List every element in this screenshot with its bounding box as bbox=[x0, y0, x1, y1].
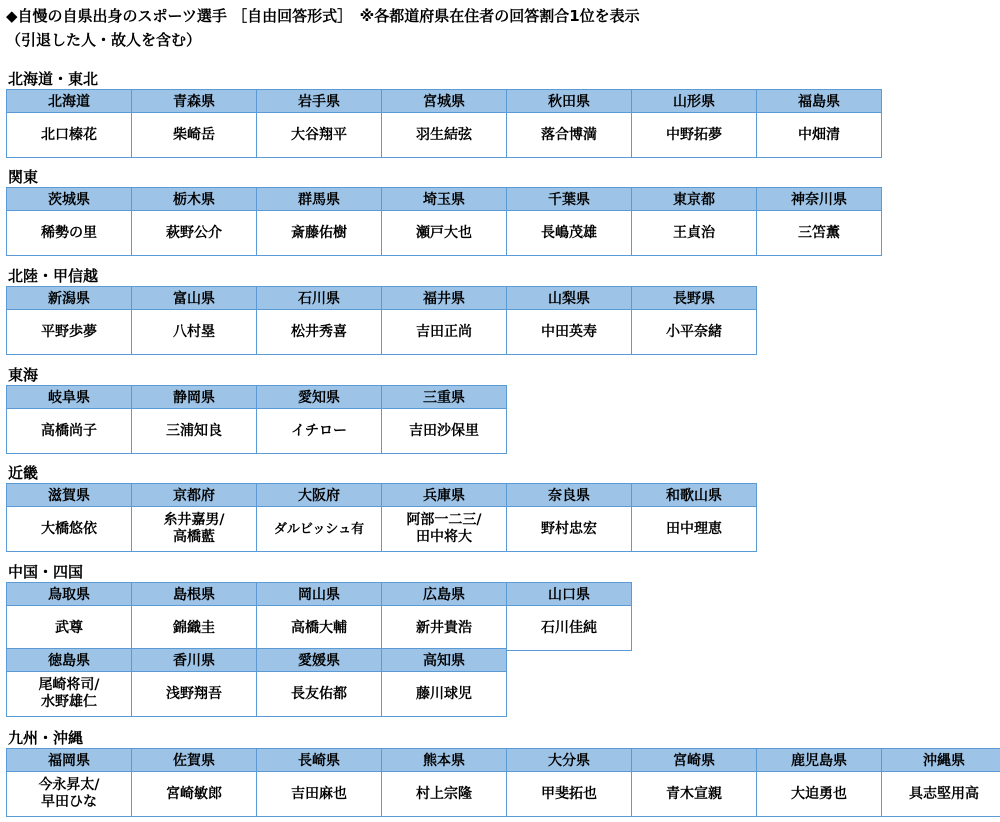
athlete-name: 吉田麻也 bbox=[257, 772, 381, 816]
athlete-name: 石川佳純 bbox=[507, 606, 631, 650]
athlete-name: 中畑清 bbox=[757, 113, 881, 157]
prefecture-header: 富山県 bbox=[132, 287, 256, 309]
athlete-name: 大迫勇也 bbox=[757, 772, 881, 816]
prefecture-header: 長野県 bbox=[632, 287, 756, 309]
prefecture-header: 宮崎県 bbox=[632, 749, 756, 771]
athlete-name: 羽生結弦 bbox=[382, 113, 506, 157]
prefecture-header: 北海道 bbox=[7, 90, 131, 112]
prefecture-header: 京都府 bbox=[132, 484, 256, 506]
athlete-name: 野村忠宏 bbox=[507, 507, 631, 551]
prefecture-header: 広島県 bbox=[382, 583, 506, 605]
prefecture-header: 長崎県 bbox=[257, 749, 381, 771]
prefecture-header: 福岡県 bbox=[7, 749, 131, 771]
region-label: 北陸・甲信越 bbox=[8, 267, 99, 285]
athlete-name: 田中理恵 bbox=[632, 507, 756, 551]
athlete-name: 中田英寿 bbox=[507, 310, 631, 354]
region-label: 東海 bbox=[8, 366, 39, 384]
prefecture-header: 岐阜県 bbox=[7, 386, 131, 408]
prefecture-header: 福井県 bbox=[382, 287, 506, 309]
athlete-name: 柴崎岳 bbox=[132, 113, 256, 157]
athlete-name: 新井貴浩 bbox=[382, 606, 506, 650]
athlete-name: 王貞治 bbox=[632, 211, 756, 255]
prefecture-header: 埼玉県 bbox=[382, 188, 506, 210]
page-title: ◆自慢の自県出身のスポーツ選手 ［自由回答形式］ ※各都道府県在住者の回答割合1位を表示 bbox=[6, 7, 640, 25]
athlete-name: イチロー bbox=[257, 409, 381, 453]
athlete-name: 甲斐拓也 bbox=[507, 772, 631, 816]
athlete-name: 中野拓夢 bbox=[632, 113, 756, 157]
athlete-name: 大谷翔平 bbox=[257, 113, 381, 157]
athlete-name: 高橋尚子 bbox=[7, 409, 131, 453]
region-table bbox=[6, 89, 882, 158]
athlete-name: 今永昇太/ 早田ひな bbox=[7, 772, 131, 816]
region-table bbox=[6, 648, 507, 717]
prefecture-header: 神奈川県 bbox=[757, 188, 881, 210]
prefecture-header: 愛媛県 bbox=[257, 649, 381, 671]
athlete-name: 長友佑都 bbox=[257, 672, 381, 716]
athlete-name: 錦織圭 bbox=[132, 606, 256, 650]
athlete-name: 具志堅用高 bbox=[882, 772, 1000, 816]
prefecture-header: 鳥取県 bbox=[7, 583, 131, 605]
prefecture-header: 奈良県 bbox=[507, 484, 631, 506]
region-table bbox=[6, 385, 507, 454]
region-label: 関東 bbox=[8, 168, 39, 186]
athlete-name: 村上宗隆 bbox=[382, 772, 506, 816]
prefecture-header: 福島県 bbox=[757, 90, 881, 112]
prefecture-header: 千葉県 bbox=[507, 188, 631, 210]
prefecture-header: 滋賀県 bbox=[7, 484, 131, 506]
prefecture-header: 三重県 bbox=[382, 386, 506, 408]
athlete-name: 吉田正尚 bbox=[382, 310, 506, 354]
region-table bbox=[6, 187, 882, 256]
athlete-name: 萩野公介 bbox=[132, 211, 256, 255]
athlete-name: 宮崎敏郎 bbox=[132, 772, 256, 816]
page-subtitle: （引退した人・故人を含む） bbox=[6, 31, 202, 49]
region-table bbox=[6, 582, 632, 651]
prefecture-header: 和歌山県 bbox=[632, 484, 756, 506]
athlete-name: 小平奈緒 bbox=[632, 310, 756, 354]
athlete-name: 青木宣親 bbox=[632, 772, 756, 816]
athlete-name: 落合博満 bbox=[507, 113, 631, 157]
prefecture-header: 鹿児島県 bbox=[757, 749, 881, 771]
athlete-name: 長嶋茂雄 bbox=[507, 211, 631, 255]
prefecture-header: 茨城県 bbox=[7, 188, 131, 210]
prefecture-header: 石川県 bbox=[257, 287, 381, 309]
region-label: 中国・四国 bbox=[8, 563, 84, 581]
athlete-name: 松井秀喜 bbox=[257, 310, 381, 354]
region-table bbox=[6, 483, 757, 552]
athlete-name: 浅野翔吾 bbox=[132, 672, 256, 716]
prefecture-header: 大阪府 bbox=[257, 484, 381, 506]
athlete-name: 瀬戸大也 bbox=[382, 211, 506, 255]
prefecture-header: 静岡県 bbox=[132, 386, 256, 408]
athlete-name: 藤川球児 bbox=[382, 672, 506, 716]
athlete-name: 吉田沙保里 bbox=[382, 409, 506, 453]
athlete-name: 武尊 bbox=[7, 606, 131, 650]
prefecture-header: 山口県 bbox=[507, 583, 631, 605]
prefecture-header: 佐賀県 bbox=[132, 749, 256, 771]
athlete-name: 糸井嘉男/ 高橋藍 bbox=[132, 507, 256, 551]
prefecture-header: 熊本県 bbox=[382, 749, 506, 771]
region-table bbox=[6, 748, 1000, 817]
athlete-name: 八村塁 bbox=[132, 310, 256, 354]
prefecture-header: 山形県 bbox=[632, 90, 756, 112]
prefecture-header: 宮城県 bbox=[382, 90, 506, 112]
athlete-name: 尾崎将司/ 水野雄仁 bbox=[7, 672, 131, 716]
athlete-name: ダルビッシュ有 bbox=[257, 507, 381, 551]
prefecture-header: 愛知県 bbox=[257, 386, 381, 408]
prefecture-header: 岩手県 bbox=[257, 90, 381, 112]
region-label: 近畿 bbox=[8, 464, 39, 482]
athlete-name: 高橋大輔 bbox=[257, 606, 381, 650]
prefecture-header: 東京都 bbox=[632, 188, 756, 210]
prefecture-header: 沖縄県 bbox=[882, 749, 1000, 771]
prefecture-header: 群馬県 bbox=[257, 188, 381, 210]
prefecture-header: 兵庫県 bbox=[382, 484, 506, 506]
prefecture-header: 大分県 bbox=[507, 749, 631, 771]
prefecture-header: 高知県 bbox=[382, 649, 506, 671]
athlete-name: 三浦知良 bbox=[132, 409, 256, 453]
prefecture-header: 島根県 bbox=[132, 583, 256, 605]
athlete-name: 阿部一二三/ 田中将大 bbox=[382, 507, 506, 551]
prefecture-header: 栃木県 bbox=[132, 188, 256, 210]
prefecture-header: 新潟県 bbox=[7, 287, 131, 309]
region-label: 九州・沖縄 bbox=[8, 729, 84, 747]
prefecture-header: 徳島県 bbox=[7, 649, 131, 671]
athlete-name: 稀勢の里 bbox=[7, 211, 131, 255]
region-table bbox=[6, 286, 757, 355]
athlete-name: 平野歩夢 bbox=[7, 310, 131, 354]
prefecture-header: 秋田県 bbox=[507, 90, 631, 112]
athlete-name: 三笘薫 bbox=[757, 211, 881, 255]
prefecture-header: 山梨県 bbox=[507, 287, 631, 309]
athlete-name: 大橋悠依 bbox=[7, 507, 131, 551]
athlete-name: 斎藤佑樹 bbox=[257, 211, 381, 255]
prefecture-header: 青森県 bbox=[132, 90, 256, 112]
athlete-name: 北口榛花 bbox=[7, 113, 131, 157]
region-label: 北海道・東北 bbox=[8, 70, 99, 88]
prefecture-header: 香川県 bbox=[132, 649, 256, 671]
prefecture-header: 岡山県 bbox=[257, 583, 381, 605]
